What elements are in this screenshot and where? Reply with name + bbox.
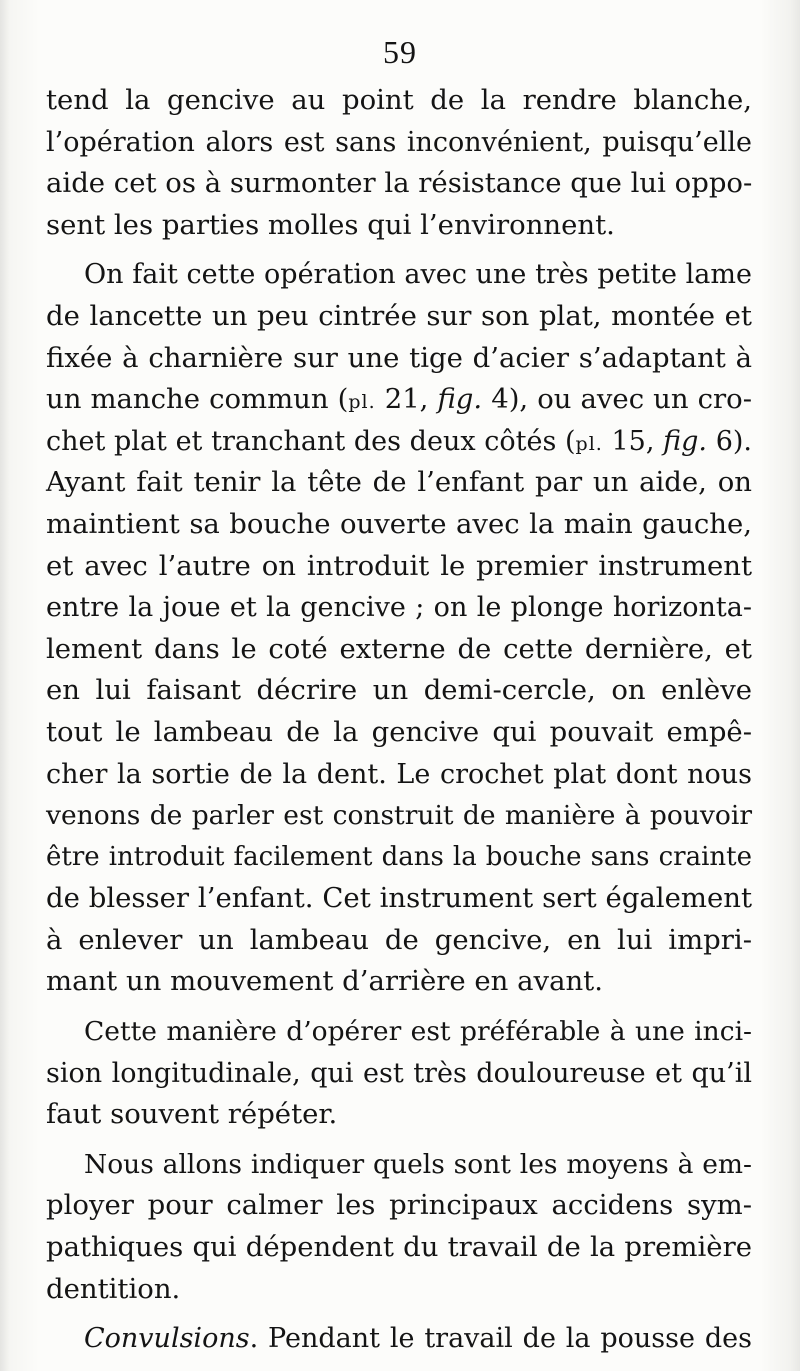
text-line: Ayant fait tenir la tête de l’enfant par un aide, on [46,466,752,499]
text-line: dentition. [46,1272,181,1305]
text-line: Convulsions. Pendant le travail de la pousse des [84,1323,752,1355]
text-line: cher la sortie de la dent. Le crochet plat dont nous [46,758,752,790]
text-line: mant un mouvement d’arrière en avant. [46,965,603,998]
text-line: être introduit facilement dans la bouche sans crainte [46,841,752,872]
text-line: un manche commun (pl. 21, fig. 4), ou avec un cro- [46,383,752,416]
text-line: de blesser l’enfant. Cet instrument sert également [46,882,752,915]
text-line: pathiques qui dépendent du travail de la première [46,1231,752,1264]
page-number: 59 [383,34,417,70]
text-line: ployer pour calmer les principaux accidens sym- [46,1189,752,1222]
text-line: chet plat et tranchant des deux côtés (pl. 15, fig. 6). [46,425,752,457]
text-line: aide cet os à surmonter la résistance que lui oppo- [46,167,753,200]
text-line: en lui faisant décrire un demi-cercle, on enlève [46,674,752,707]
body-text [46,80,752,1360]
text-line: faut souvent répéter. [46,1098,338,1131]
text-line: entre la joue et la gencive ; on le plonge horizonta- [46,592,752,624]
text-line: Nous allons indiquer quels sont les moyens à em- [84,1148,752,1180]
text-line: Cette manière d’opérer est préférable à une inci- [84,1016,752,1048]
text-line: sion longitudinale, qui est très douloureuse et qu’il [46,1057,752,1089]
text-line: fixée à charnière sur une tige d’acier s’adaptant à [46,341,752,374]
text-line: de lancette un peu cintrée sur son plat, montée et [46,299,752,332]
text-line: venons de parler est construit de manière à pouvoir [46,800,752,832]
text-line: l’opération alors est sans inconvénient, puisqu’elle [46,126,752,158]
text-line: et avec l’autre on introduit le premier instrument [46,549,752,582]
text-line: à enlever un lambeau de gencive, en lui impri- [46,923,752,956]
text-line: tend la gencive au point de la rendre blanche, [46,84,752,116]
text-line: On fait cette opération avec une très petite lame [84,259,752,291]
text-line: lement dans le coté externe de cette dernière, et [46,632,752,665]
text-line: sent les parties molles qui l’environnent. [46,208,615,241]
text-line: maintient sa bouche ouverte avec la main gauche, [46,507,752,540]
text-line: tout le lambeau de la gencive qui pouvait empê- [46,715,752,748]
